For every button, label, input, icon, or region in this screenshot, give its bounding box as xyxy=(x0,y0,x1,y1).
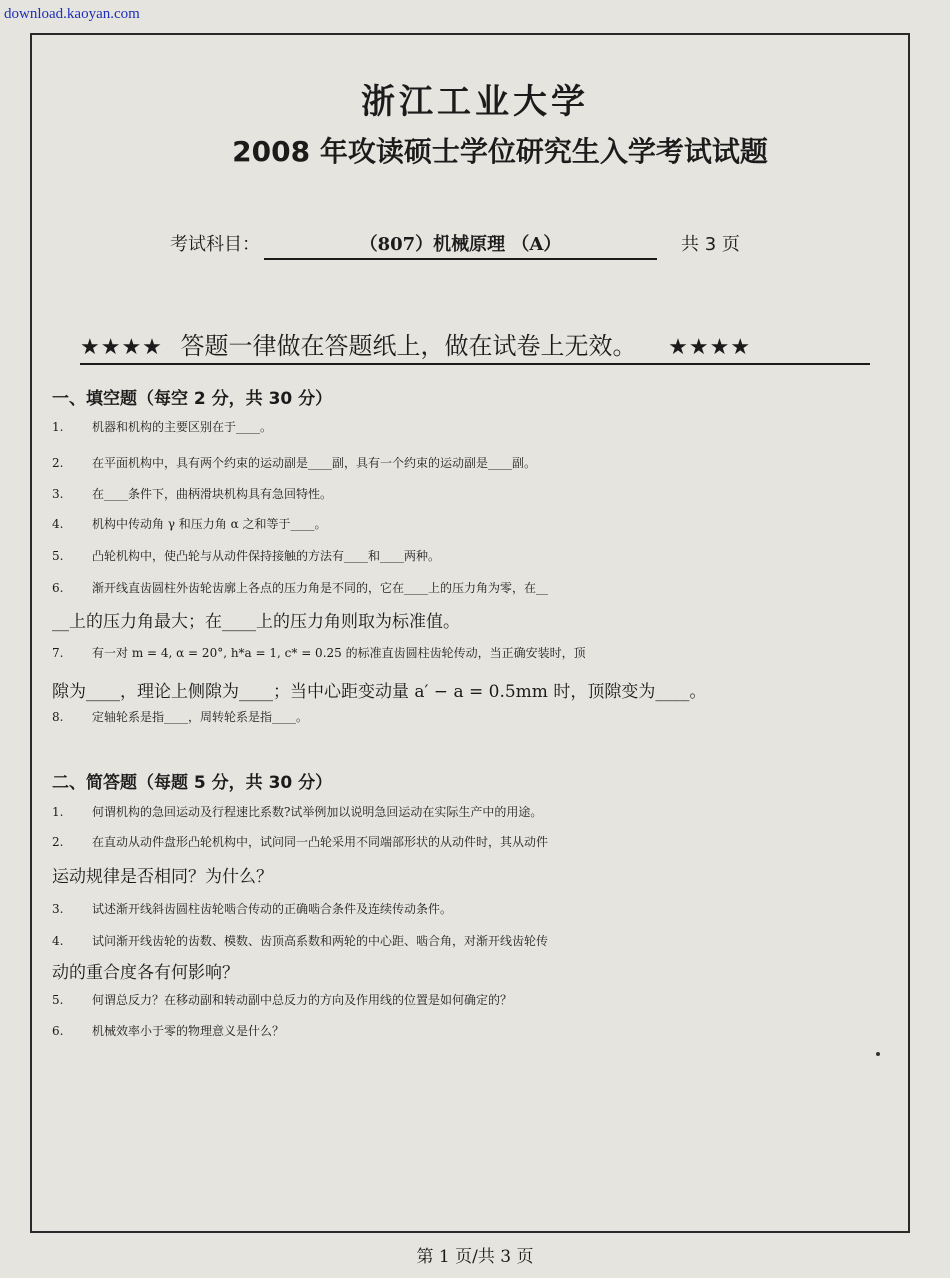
question-number: 6. xyxy=(52,1024,64,1038)
question xyxy=(52,483,902,505)
question-text: 定轴轮系是指____，周转轮系是指____。 xyxy=(92,710,309,724)
question-continuation: 隙为____，理论上侧隙为____；当中心距变动量 a′ − a = 0.5mm 时，顶隙变为____。 xyxy=(52,682,707,702)
question-number: 8. xyxy=(52,710,64,724)
question-text: 何谓总反力？在移动副和转动副中总反力的方向及作用线的位置是如何确定的？ xyxy=(92,993,513,1007)
question-text: 试述渐开线斜齿圆柱齿轮啮合传动的正确啮合条件及连续传动条件。 xyxy=(92,902,453,916)
question xyxy=(52,801,902,823)
section2-title: 二、简答题（每题 5 分，共 30 分） xyxy=(52,773,333,793)
question-number: 3. xyxy=(52,487,64,501)
section1-title: 一、填空题（每空 2 分，共 30 分） xyxy=(52,389,333,409)
subject-label: 考试科目： xyxy=(170,234,260,255)
notice-line xyxy=(80,326,870,365)
question-text: 渐开线直齿圆柱外齿轮齿廓上各点的压力角是不同的，它在____上的压力角为零，在__ xyxy=(92,581,549,595)
question-number: 7. xyxy=(52,646,64,660)
question-number: 6. xyxy=(52,581,64,595)
question-text: 何谓机构的急回运动及行程速比系数?试举例加以说明急回运动在实际生产中的用途。 xyxy=(92,805,543,819)
question-number: 5. xyxy=(52,993,64,1007)
watermark-url: download.kaoyan.com xyxy=(4,6,140,22)
question xyxy=(52,513,902,535)
question xyxy=(52,989,902,1011)
question-number: 1. xyxy=(52,805,64,819)
total-pages: 共 3 页 xyxy=(681,234,740,255)
question xyxy=(52,706,902,728)
question-text: 在平面机构中，具有两个约束的运动副是____副，具有一个约束的运动副是____副。 xyxy=(92,456,537,470)
question xyxy=(52,545,902,567)
question xyxy=(52,831,902,853)
question-text: 凸轮机构中，使凸轮与从动件保持接触的方法有____和____两种。 xyxy=(92,549,441,563)
question xyxy=(52,1020,902,1042)
paper-speck xyxy=(876,1052,880,1056)
page-border xyxy=(30,33,910,1233)
question xyxy=(52,898,902,920)
question-continuation: 动的重合度各有何影响？ xyxy=(52,963,239,983)
exam-title: 2008 年攻读硕士学位研究生入学考试试题 xyxy=(232,135,768,168)
question-text: 有一对 m = 4, α = 20°, h*a = 1, c* = 0.25 的标准直齿圆柱齿轮传动，当正确安装时，顶 xyxy=(92,646,586,660)
question-text: 机械效率小于零的物理意义是什么？ xyxy=(92,1024,285,1038)
question-text: 机器和机构的主要区别在于____。 xyxy=(92,420,273,434)
question-number: 4. xyxy=(52,934,64,948)
question xyxy=(52,452,902,474)
subject-value: （807）机械原理 （A） xyxy=(264,230,657,260)
university-title: 浙江工业大学 xyxy=(361,82,589,122)
question-text: 试问渐开线齿轮的齿数、模数、齿顶高系数和两轮的中心距、啮合角，对渐开线齿轮传 xyxy=(92,934,549,948)
question xyxy=(52,930,902,952)
question-number: 2. xyxy=(52,456,64,470)
question xyxy=(52,577,902,599)
subject-row xyxy=(170,230,740,260)
question-number: 3. xyxy=(52,902,64,916)
question-text: 在____条件下，曲柄滑块机构具有急回特性。 xyxy=(92,487,333,501)
question xyxy=(52,416,902,438)
question xyxy=(52,642,902,664)
stars-left: ★★★★ xyxy=(80,335,163,360)
page-footer: 第 1 页/共 3 页 xyxy=(416,1247,534,1267)
question-continuation: 运动规律是否相同？为什么？ xyxy=(52,867,273,887)
question-text: 在直动从动件盘形凸轮机构中，试问同一凸轮采用不同端部形状的从动件时，其从动件 xyxy=(92,835,549,849)
question-text: 机构中传动角 γ 和压力角 α 之和等于____。 xyxy=(92,517,327,531)
notice-text: 答题一律做在答题纸上，做在试卷上无效。 xyxy=(180,332,637,360)
question-number: 1. xyxy=(52,420,64,434)
question-continuation: __上的压力角最大；在____上的压力角则取为标准值。 xyxy=(52,612,460,632)
question-number: 5. xyxy=(52,549,64,563)
stars-right: ★★★★ xyxy=(668,335,752,360)
question-number: 2. xyxy=(52,835,64,849)
question-number: 4. xyxy=(52,517,64,531)
